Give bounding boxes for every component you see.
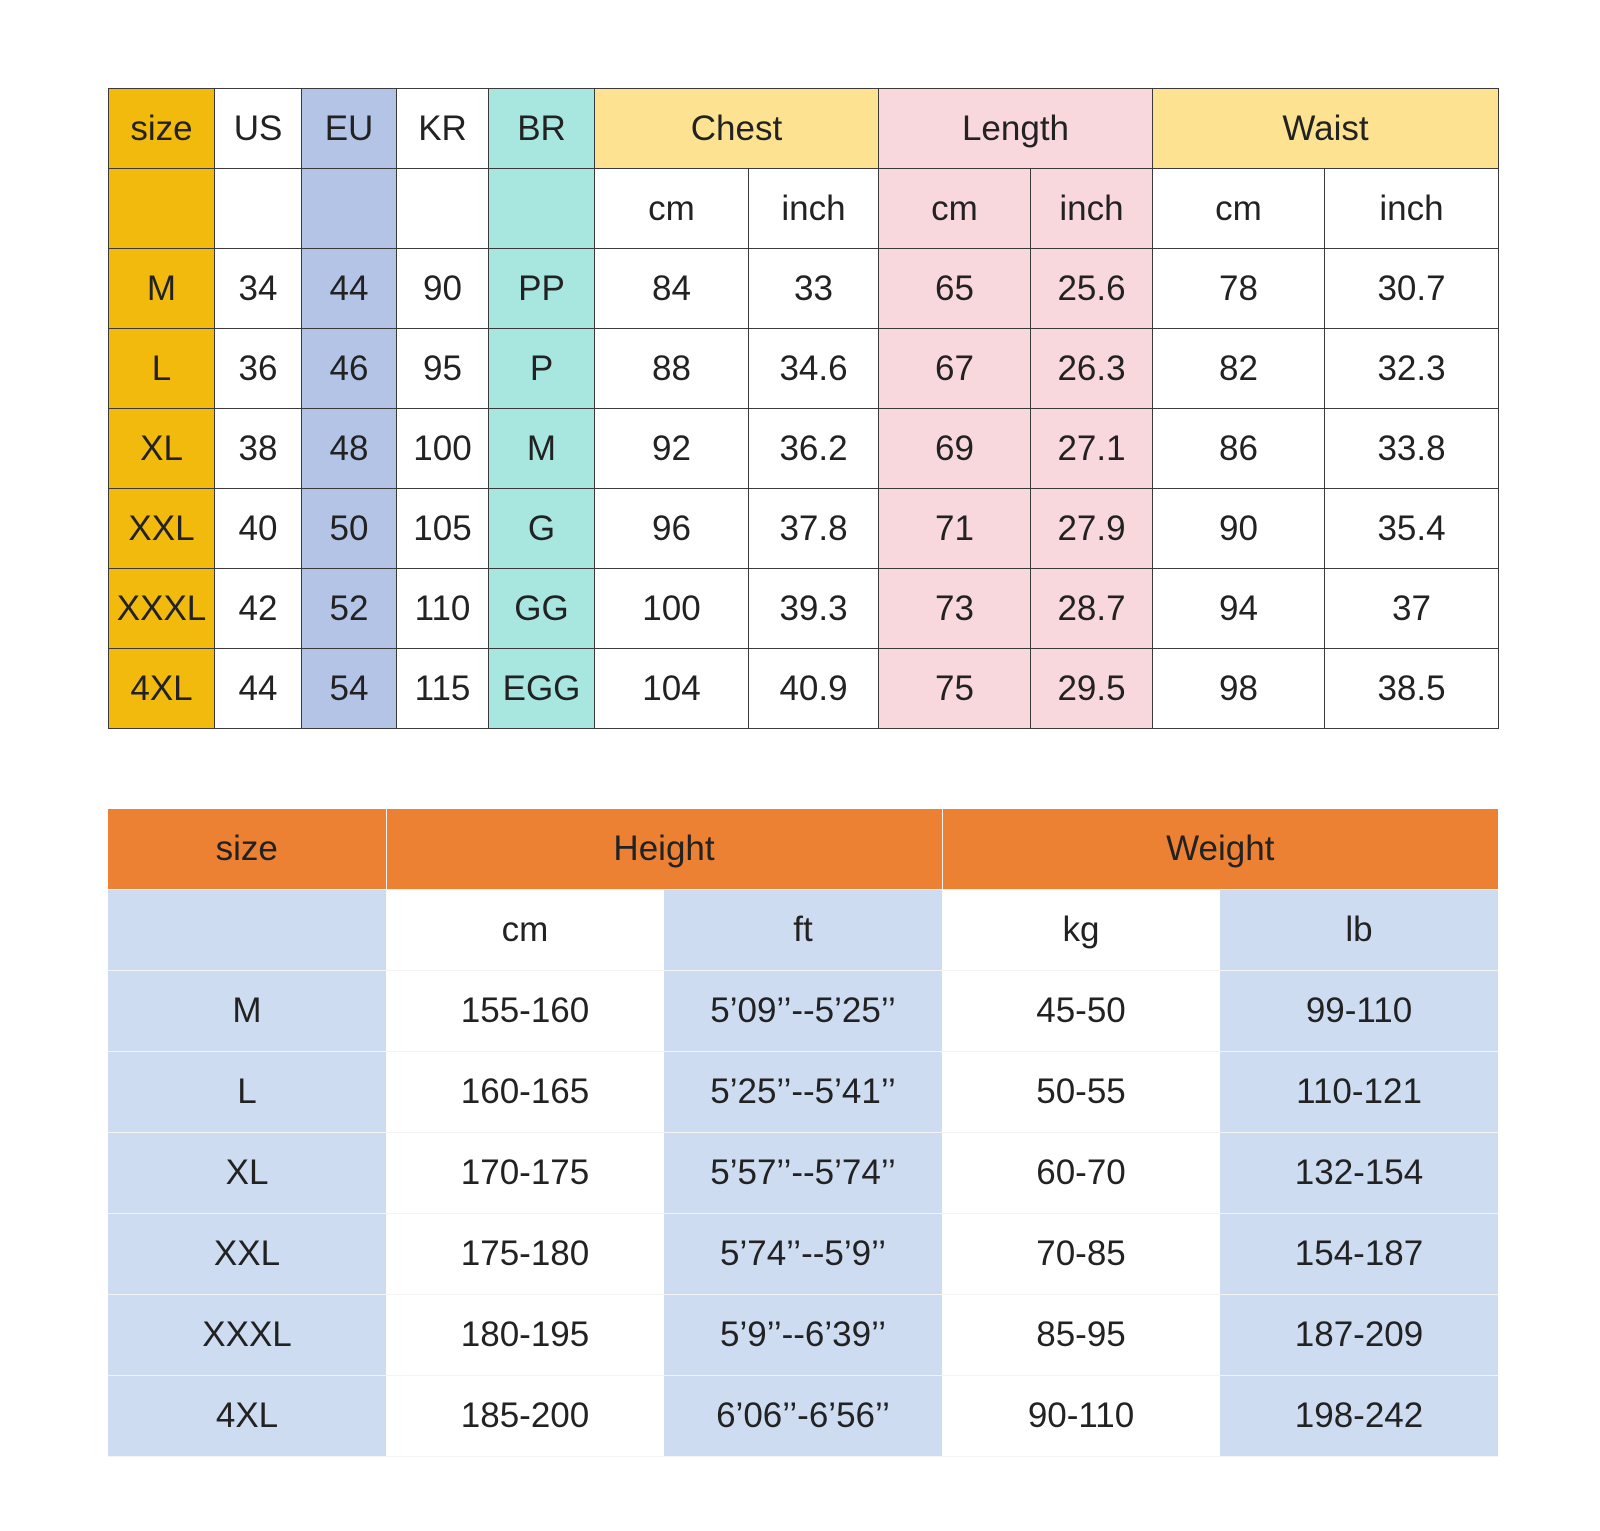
waist-inch-cell: 35.4 xyxy=(1325,489,1499,569)
br-cell: PP xyxy=(489,249,595,329)
height-cm-unit: cm xyxy=(386,890,664,971)
length-cm-cell: 71 xyxy=(879,489,1031,569)
weight-lb-cell: 110-121 xyxy=(1220,1052,1498,1133)
size-cell: M xyxy=(109,249,215,329)
chest-header: Chest xyxy=(595,89,879,169)
br-unit-cell xyxy=(489,169,595,249)
size-cell: XXXL xyxy=(109,569,215,649)
height-ft-cell: 5’25’’--5’41’’ xyxy=(664,1052,942,1133)
size-cell: XXL xyxy=(109,489,215,569)
height-ft-cell: 6’06’’-6’56’’ xyxy=(664,1376,942,1457)
us-cell: 40 xyxy=(215,489,302,569)
chest-cm-cell: 104 xyxy=(595,649,749,729)
body-table-row xyxy=(108,1133,1498,1214)
length-cm-cell: 65 xyxy=(879,249,1031,329)
waist-inch-cell: 33.8 xyxy=(1325,409,1499,489)
height-ft-cell: 5’9’’--6’39’’ xyxy=(664,1295,942,1376)
weight-kg-cell: 85-95 xyxy=(942,1295,1220,1376)
br-cell: G xyxy=(489,489,595,569)
body-table-row xyxy=(108,971,1498,1052)
body-size-cell: L xyxy=(108,1052,386,1133)
waist-cm-cell: 94 xyxy=(1153,569,1325,649)
size-cell: L xyxy=(109,329,215,409)
kr-cell: 90 xyxy=(397,249,489,329)
weight-kg-cell: 90-110 xyxy=(942,1376,1220,1457)
kr-cell: 95 xyxy=(397,329,489,409)
height-cm-cell: 160-165 xyxy=(386,1052,664,1133)
waist-cm-cell: 90 xyxy=(1153,489,1325,569)
weight-header: Weight xyxy=(942,809,1498,890)
waist-cm-cell: 82 xyxy=(1153,329,1325,409)
body-size-header: size xyxy=(108,809,386,890)
body-size-cell: XXXL xyxy=(108,1295,386,1376)
chest-inch-cell: 40.9 xyxy=(749,649,879,729)
us-unit-cell xyxy=(215,169,302,249)
waist-inch-unit: inch xyxy=(1325,169,1499,249)
us-cell: 42 xyxy=(215,569,302,649)
size-cell: XL xyxy=(109,409,215,489)
waist-inch-cell: 32.3 xyxy=(1325,329,1499,409)
waist-inch-cell: 37 xyxy=(1325,569,1499,649)
waist-cm-cell: 78 xyxy=(1153,249,1325,329)
height-ft-cell: 5’09’’--5’25’’ xyxy=(664,971,942,1052)
chest-inch-cell: 39.3 xyxy=(749,569,879,649)
weight-lb-cell: 187-209 xyxy=(1220,1295,1498,1376)
kr-cell: 105 xyxy=(397,489,489,569)
height-cm-cell: 175-180 xyxy=(386,1214,664,1295)
kr-unit-cell xyxy=(397,169,489,249)
length-inch-cell: 26.3 xyxy=(1031,329,1153,409)
height-header: Height xyxy=(386,809,942,890)
length-cm-cell: 67 xyxy=(879,329,1031,409)
body-table-row xyxy=(108,1214,1498,1295)
weight-lb-cell: 154-187 xyxy=(1220,1214,1498,1295)
chest-inch-cell: 34.6 xyxy=(749,329,879,409)
br-cell: P xyxy=(489,329,595,409)
body-size-cell: 4XL xyxy=(108,1376,386,1457)
size-conversion-table xyxy=(108,88,1499,729)
body-measurement-table xyxy=(108,809,1498,1457)
height-ft-unit: ft xyxy=(664,890,942,971)
height-cm-cell: 185-200 xyxy=(386,1376,664,1457)
chest-cm-unit: cm xyxy=(595,169,749,249)
chest-cm-cell: 92 xyxy=(595,409,749,489)
chest-cm-cell: 96 xyxy=(595,489,749,569)
body-size-cell: XXL xyxy=(108,1214,386,1295)
waist-cm-cell: 98 xyxy=(1153,649,1325,729)
eu-cell: 48 xyxy=(302,409,397,489)
weight-lb-cell: 132-154 xyxy=(1220,1133,1498,1214)
chest-inch-cell: 37.8 xyxy=(749,489,879,569)
length-inch-cell: 29.5 xyxy=(1031,649,1153,729)
eu-cell: 54 xyxy=(302,649,397,729)
weight-kg-unit: kg xyxy=(942,890,1220,971)
us-cell: 36 xyxy=(215,329,302,409)
br-cell: EGG xyxy=(489,649,595,729)
length-cm-cell: 75 xyxy=(879,649,1031,729)
weight-kg-cell: 50-55 xyxy=(942,1052,1220,1133)
kr-header: KR xyxy=(397,89,489,169)
size-table-row xyxy=(109,409,1499,489)
length-inch-cell: 27.9 xyxy=(1031,489,1153,569)
length-header: Length xyxy=(879,89,1153,169)
height-cm-cell: 180-195 xyxy=(386,1295,664,1376)
chest-cm-cell: 100 xyxy=(595,569,749,649)
body-size-unit-cell xyxy=(108,890,386,971)
us-header: US xyxy=(215,89,302,169)
waist-inch-cell: 38.5 xyxy=(1325,649,1499,729)
size-cell: 4XL xyxy=(109,649,215,729)
eu-header: EU xyxy=(302,89,397,169)
br-header: BR xyxy=(489,89,595,169)
size-unit-cell xyxy=(109,169,215,249)
br-cell: GG xyxy=(489,569,595,649)
size-table-row xyxy=(109,249,1499,329)
waist-header: Waist xyxy=(1153,89,1499,169)
waist-cm-unit: cm xyxy=(1153,169,1325,249)
eu-cell: 50 xyxy=(302,489,397,569)
body-table-row xyxy=(108,1376,1498,1457)
body-table-header-row xyxy=(108,809,1498,890)
height-cm-cell: 170-175 xyxy=(386,1133,664,1214)
weight-lb-cell: 198-242 xyxy=(1220,1376,1498,1457)
body-size-cell: XL xyxy=(108,1133,386,1214)
chest-cm-cell: 84 xyxy=(595,249,749,329)
weight-kg-cell: 70-85 xyxy=(942,1214,1220,1295)
size-table-row xyxy=(109,649,1499,729)
chest-inch-unit: inch xyxy=(749,169,879,249)
length-cm-cell: 73 xyxy=(879,569,1031,649)
length-cm-unit: cm xyxy=(879,169,1031,249)
size-table-row xyxy=(109,329,1499,409)
eu-cell: 52 xyxy=(302,569,397,649)
weight-lb-cell: 99-110 xyxy=(1220,971,1498,1052)
size-table-header-row xyxy=(109,89,1499,169)
height-ft-cell: 5’57’’--5’74’’ xyxy=(664,1133,942,1214)
size-header: size xyxy=(109,89,215,169)
us-cell: 44 xyxy=(215,649,302,729)
body-table-unit-row xyxy=(108,890,1498,971)
body-table-row xyxy=(108,1295,1498,1376)
br-cell: M xyxy=(489,409,595,489)
size-table-row xyxy=(109,489,1499,569)
size-table-unit-row xyxy=(109,169,1499,249)
chest-inch-cell: 33 xyxy=(749,249,879,329)
eu-unit-cell xyxy=(302,169,397,249)
length-inch-cell: 27.1 xyxy=(1031,409,1153,489)
kr-cell: 110 xyxy=(397,569,489,649)
eu-cell: 44 xyxy=(302,249,397,329)
weight-kg-cell: 60-70 xyxy=(942,1133,1220,1214)
weight-kg-cell: 45-50 xyxy=(942,971,1220,1052)
length-inch-cell: 25.6 xyxy=(1031,249,1153,329)
waist-inch-cell: 30.7 xyxy=(1325,249,1499,329)
length-inch-unit: inch xyxy=(1031,169,1153,249)
size-table-row xyxy=(109,569,1499,649)
us-cell: 34 xyxy=(215,249,302,329)
height-ft-cell: 5’74’’--5’9’’ xyxy=(664,1214,942,1295)
length-cm-cell: 69 xyxy=(879,409,1031,489)
body-size-cell: M xyxy=(108,971,386,1052)
height-cm-cell: 155-160 xyxy=(386,971,664,1052)
chest-cm-cell: 88 xyxy=(595,329,749,409)
us-cell: 38 xyxy=(215,409,302,489)
waist-cm-cell: 86 xyxy=(1153,409,1325,489)
kr-cell: 100 xyxy=(397,409,489,489)
kr-cell: 115 xyxy=(397,649,489,729)
length-inch-cell: 28.7 xyxy=(1031,569,1153,649)
eu-cell: 46 xyxy=(302,329,397,409)
body-table-row xyxy=(108,1052,1498,1133)
chest-inch-cell: 36.2 xyxy=(749,409,879,489)
weight-lb-unit: lb xyxy=(1220,890,1498,971)
